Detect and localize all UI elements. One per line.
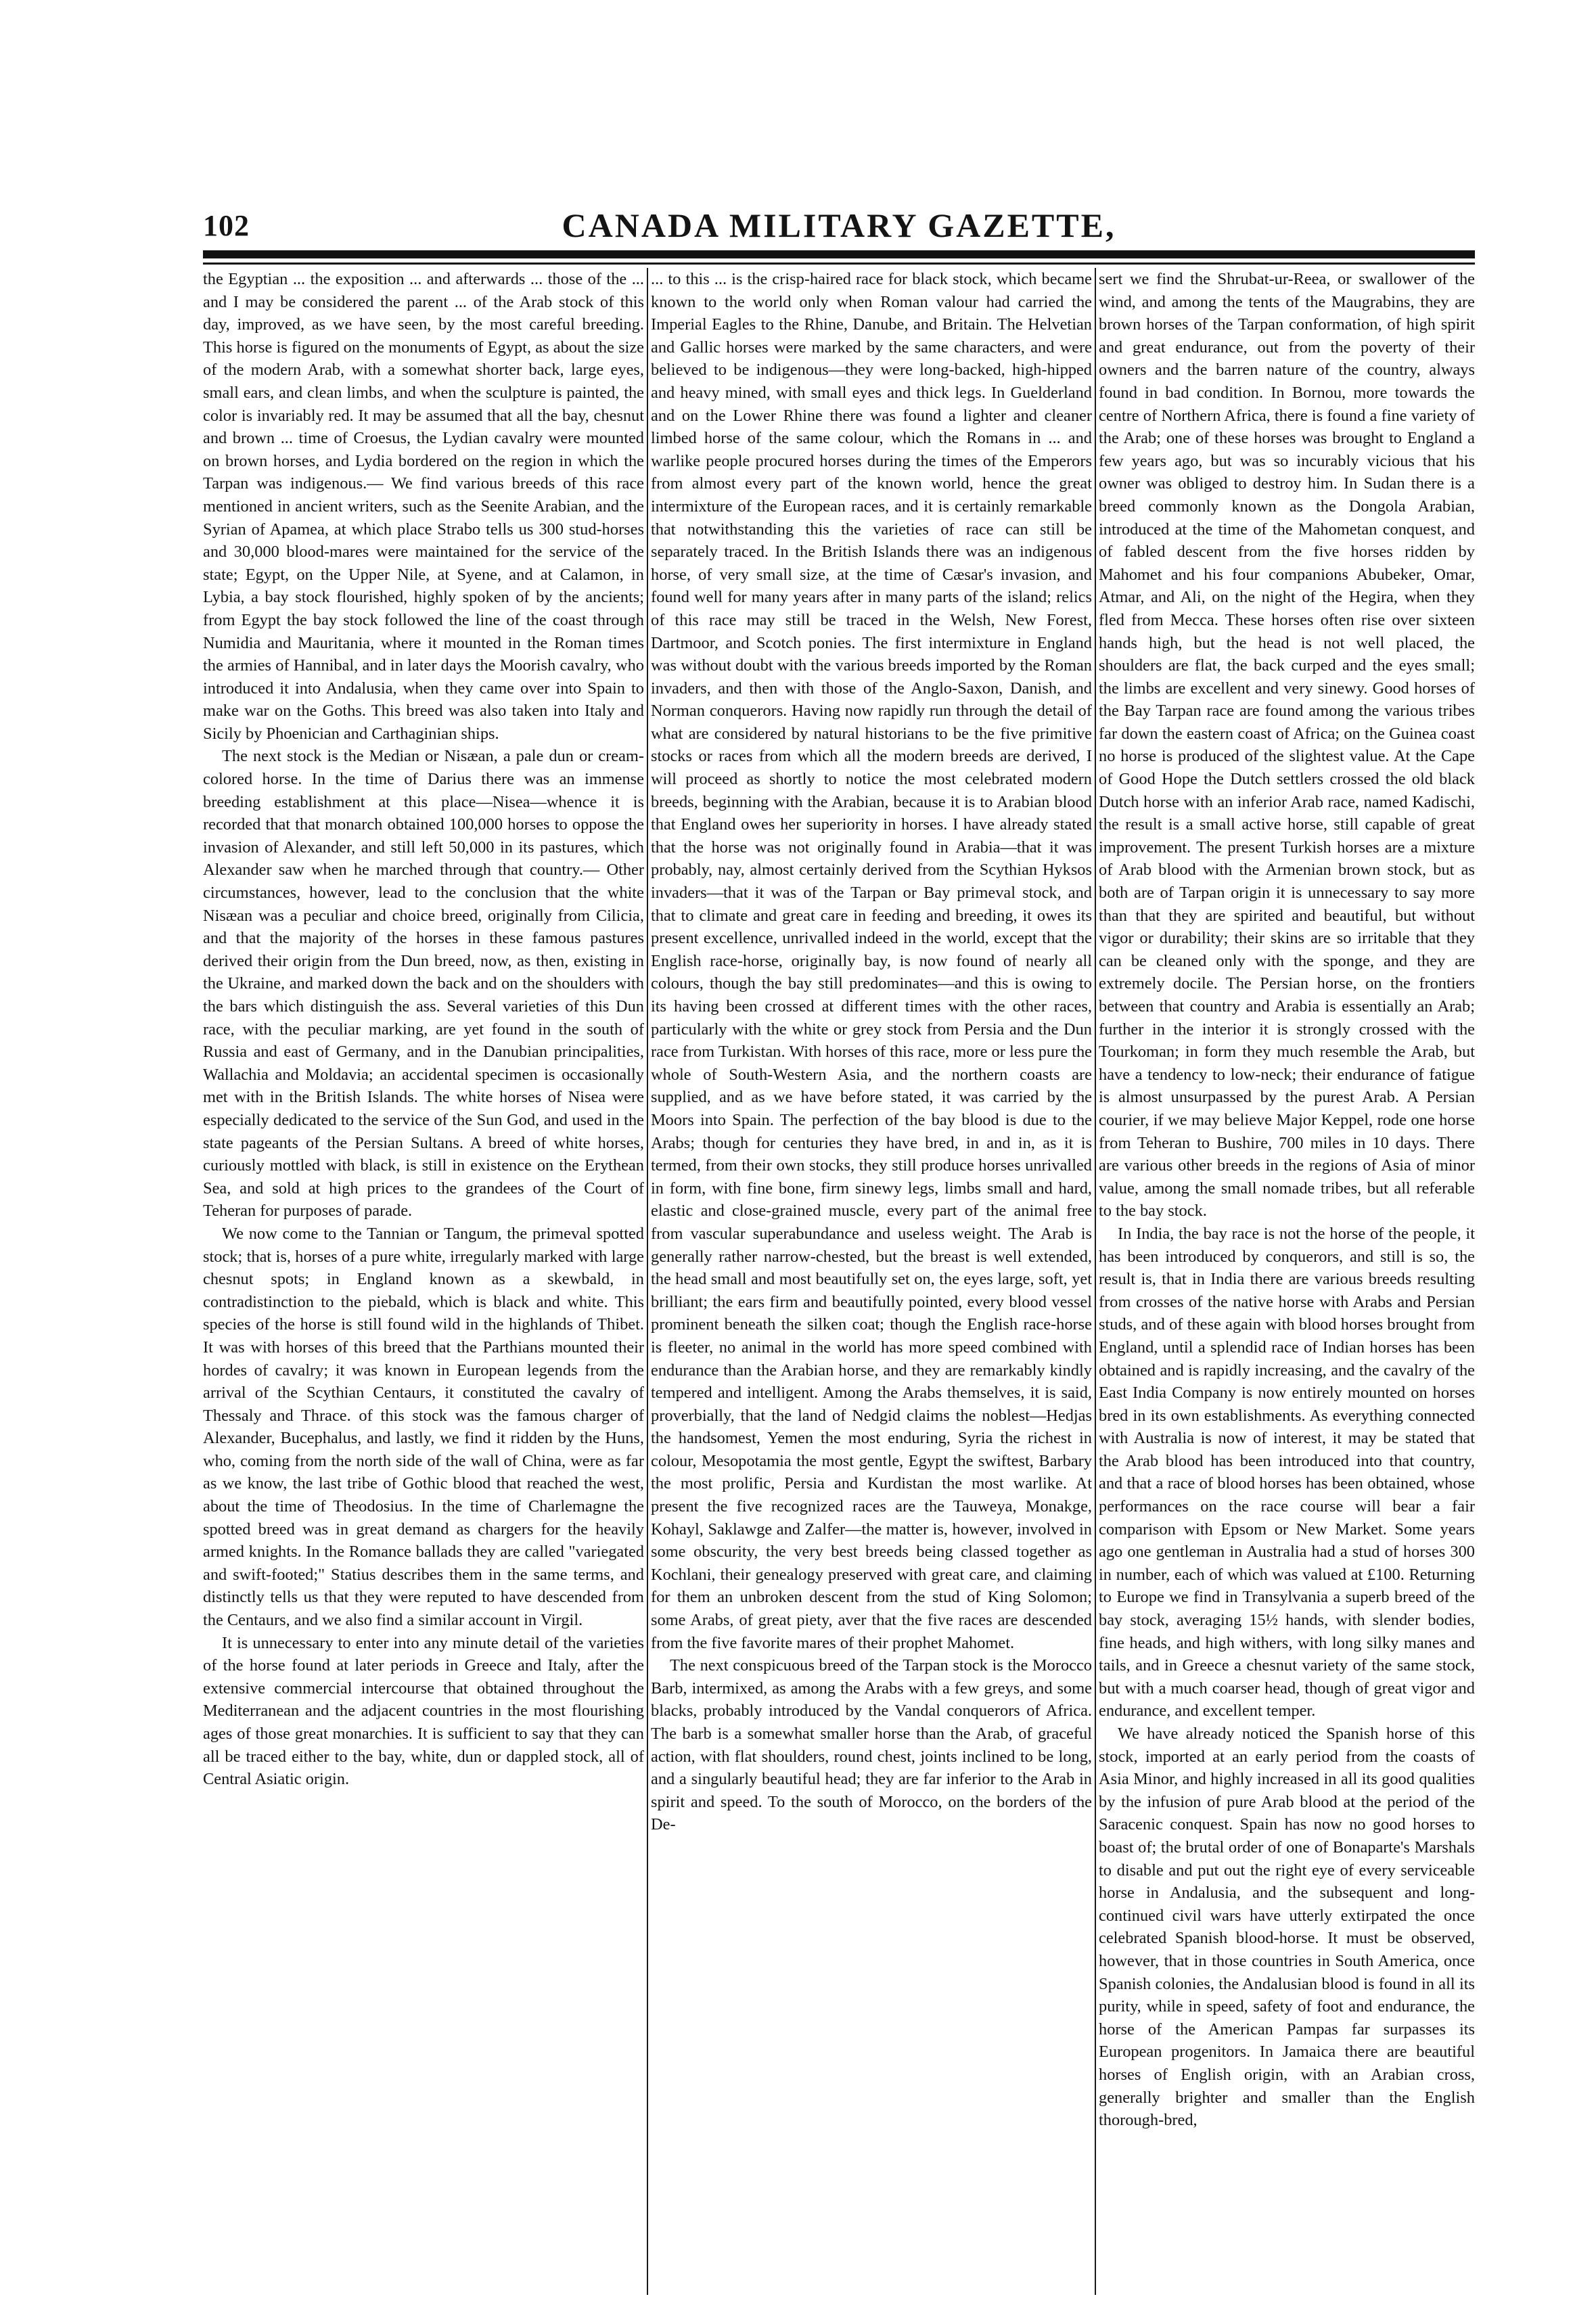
- column-divider: [647, 268, 648, 2295]
- column-1: [203, 268, 644, 2295]
- masthead-title: CANADA MILITARY GAZETTE,: [562, 206, 1116, 244]
- header-rule-thick: [203, 250, 1475, 258]
- paragraph: the Egyptian ... the exposition ... and afterwards ... those of the ... and I may be considered the parent ... of the Arab stock of this day, improved, as we have seen, by the most careful breeding. This horse is figured on the monuments of Egypt, as about the size of the modern Arab, with a somewhat shorter back, large eyes, small ears, and clean limbs, and when the sculpture is painted, the color is invariably red. It may be assumed that all the bay, chesnut and brown ... time of Croesus, the Lydian cavalry were mounted on brown horses, and Lydia bordered on the region in which the Tarpan was indigenous.— We find various breeds of this race mentioned in ancient writers, such as the Seenite Arabian, and the Syrian of Apamea, at which place Strabo tells us 300 stud-horses and 30,000 blood-mares were maintained for the service of the state; Egypt, on the Upper Nile, at Syene, and at Calamon, in Lybia, a bay stock flourished, highly spoken of by the ancients; from Egypt the bay stock followed the line of the coast through Numidia and Mauritania, where it mounted in the Roman times the armies of Hannibal, and in later days the Moorish cavalry, who introduced it into Andalusia, when they came over into Spain to make war on the Goths. This breed was also taken into Italy and Sicily by Phoenician and Carthaginian ships.: [203, 270, 644, 743]
- paragraph: In India, the bay race is not the horse of the people, it has been introduced by conquerors, and still is so, the result is, that in India there are various breeds resulting from crosses of the native horse with Arabs and Persian studs, and of these again with blood horses brought from England, until a splendid race of Indian horses has been obtained and is rapidly increasing, and the cavalry of the East India Company is now entirely mounted on horses bred in its own establishments. As everything connected with Australia is now of interest, it may be stated that the Arab blood has been introduced into that country, and that a race of blood horses has been obtained, whose performances on the race course will bear a fair comparison with Epsom or New Market. Some years ago one gentleman in Australia had a stud of horses 300 in number, each of which was valued at £100. Returning to Europe we find in Transylvania a superb breed of the bay stock, averaging 15½ hands, with slender bodies, fine heads, and high withers, with long silky manes and tails, and in Greece a chesnut variety of the same stock, but with a much coarser head, though of great vigor and endurance, and excellent temper.: [1099, 1224, 1475, 1721]
- paragraph: ... to this ... is the crisp-haired race for black stock, which became known to the world only when Roman valour had carried the Imperial Eagles to the Rhine, Danube, and Britain. The Helvetian and Gallic horses were marked by the same characters, and were believed to be indigenous—they were long-backed, high-hipped and heavy mined, with small eyes and thick legs. In Guelderland and on the Lower Rhine there was found a lighter and cleaner limbed horse of the same colour, which the Romans in ... and warlike people procured horses during the times of the Emperors from almost every part of the known world, hence the great intermixture of the European races, and it is certainly remarkable that notwithstanding this the varieties of race can still be separately traced. In the British Islands there was an indigenous horse, of very small size, at the time of Cæsar's invasion, and found well for many years after in many parts of the island; relics of this race may still be traced in the Welsh, New Forest, Dartmoor, and Scotch ponies. The first intermixture in England was without doubt with the various breeds imported by the Roman invaders, and then with those of the Anglo-Saxon, Danish, and Norman conquerors. Having now rapidly run through the detail of what are considered by natural historians to be the five primitive stocks or races from which all the modern breeds are derived, I will proceed as shortly to notice the most celebrated modern breeds, beginning with the Arabian, because it is to Arabian blood that England owes her superiority in horses. I have already stated that the horse was not originally found in Arabia—that it was probably, nay, almost certainly derived from the Scythian Hyksos invaders—that it was of the Tarpan or Bay primeval stock, and that to climate and great care in feeding and breeding, it owes its present excellence, unrivalled indeed in the world, except that the English race-horse, originally bay, is now found of nearly all colours, though the bay still predominates—and this is owing to its having been crossed at different times with the other races, particularly with the white or grey stock from Persia and the Dun race from Turkistan. With horses of this race, more or less pure the whole of South-Western Asia, and the northern coasts are supplied, and as we have before stated, it was carried by the Moors into Spain. The perfection of the bay blood is due to the Arabs; though for centuries they have bred, in and in, as it is termed, from their own stocks, they still produce horses unrivalled in form, with fine bone, firm sinewy legs, limbs small and hard, elastic and close-grained muscle, every part of the animal free from vascular superabundance and useless weight. The Arab is generally rather narrow-chested, but the breast is well extended, the head small and most beautifully set on, the eyes large, soft, yet brilliant; the ears firm and beautifully pointed, every blood vessel prominent beneath the silken coat; though the English race-horse is fleeter, no animal in the world has more speed combined with endurance than the Arabian horse, and they are remarkably kindly tempered and intelligent. Among the Arabs themselves, it is said, proverbially, that the land of Nedgid claims the noblest—Hedjas the handsomest, Yemen the most enduring, Syria the richest in colour, Mesopotamia the most gentle, Egypt the swiftest, Barbary the most prolific, Persia and Kurdistan the most warlike. At present the five recognized races are the Tauweya, Monakge, Kohayl, Saklawge and Zalfer—the matter is, however, involved in some obscurity, the very best breeds being classed together as Kochlani, their genealogy preserved with great care, and claiming for them an unbroken descent from the stud of King Solomon; some Arabs, of great piety, aver that the five races are descended from the five favorite mares of their prophet Mahomet.: [651, 270, 1092, 1652]
- header-rule-thin: [203, 263, 1475, 265]
- paragraph: The next stock is the Median or Nisæan, a pale dun or cream-colored horse. In the time of Darius there was an immense breeding establishment at this place—Nisea—whence it is recorded that that monarch obtained 100,000 horses to oppose the invasion of Alexander, and still left 50,000 in its pastures, which Alexander saw when he marched through that country.— Other circumstances, however, lead to the conclusion that the white Nisæan was a peculiar and choice breed, originally from Cilicia, and that the majority of the horses in these famous pastures derived their origin from the Dun breed, now, as then, existing in the Ukraine, and marked down the back and on the shoulders with the bars which distinguish the ass. Several varieties of this Dun race, with the peculiar marking, are yet found in the south of Russia and east of Germany, and in the Danubian principalities, Wallachia and Moldavia; an accidental specimen is occasionally met with in the British Islands. The white horses of Nisea were especially dedicated to the service of the Sun God, and used in the state pageants of the Persian Sultans. A breed of white horses, curiously mottled with black, is still in existence on the Erythean Sea, and sold at high prices to the grandees of the Court of Teheran for purposes of parade.: [203, 747, 644, 1221]
- page-number: 102: [203, 209, 250, 242]
- column-3: [1099, 268, 1475, 2295]
- paragraph: sert we find the Shrubat-ur-Reea, or swallower of the wind, and among the tents of the Maugrabins, they are brown horses of the Tarpan conformation, of high spirit and great endurance, out from the poverty of their owners and the barren nature of the country, always found in bad condition. In Bornou, more towards the centre of Northern Africa, there is found a fine variety of the Arab; one of these horses was brought to England a few years ago, but was so incurably vicious that his owner was obliged to destroy him. In Sudan there is a breed commonly known as the Dongola Arabian, introduced at the time of the Mahometan conquest, and of fabled descent from the five horses ridden by Mahomet and his four companions Abubeker, Omar, Atmar, and Ali, on the night of the Hegira, when they fled from Mecca. These horses often rise over sixteen hands high, but the head is not well placed, the shoulders are flat, the back curped and the eyes small; the limbs are excellent and very sinewy. Good horses of the Bay Tarpan race are found among the various tribes far down the eastern coast of Africa; on the Guinea coast no horse is produced of the slightest value. At the Cape of Good Hope the Dutch settlers crossed the old black Dutch horse with an inferior Arab race, named Kadischi, the result is a small active horse, still capable of great improvement. The present Turkish horses are a mixture of Arab blood with the Armenian brown stock, but as both are of Tarpan origin it is unnecessary to say more than that they are spirited and beautiful, but without vigor or durability; their skins are so irritable that they can be cleaned only with the sponge, and they are extremely docile. The Persian horse, on the frontiers between that country and Arabia is essentially an Arab; further in the interior it is strongly crossed with the Tourkoman; in form they much resemble the Arab, but have a tendency to low-neck; their endurance of fatigue is almost unsurpassed by the purest Arab. A Persian courier, if we may believe Major Keppel, rode one horse from Teheran to Bushire, 700 miles in 10 days. There are various other breeds in the regions of Asia of minor value, among the small nomade tribes, but all referable to the bay stock.: [1099, 270, 1475, 1221]
- column-divider: [1095, 268, 1096, 2295]
- page-header: [203, 200, 1475, 254]
- paragraph: We now come to the Tannian or Tangum, the primeval spotted stock; that is, horses of a pure white, irregularly marked with large chesnut spots; in England known as a skewbald, in contradistinction to the piebald, which is black and white. This species of the horse is still found wild in the highlands of Thibet. It was with horses of this breed that the Parthians mounted their hordes of cavalry; it was known in European legends from the arrival of the Scythian Centaurs, it constituted the cavalry of Thessaly and Thrace. of this stock was the famous charger of Alexander, Bucephalus, and lastly, we find it ridden by the Huns, who, coming from the north side of the wall of China, were as far as we know, the last tribe of Gothic blood that reached the west, about the time of Theodosius. In the time of Charlemagne the spotted breed was in great demand as chargers for the heavily armed knights. In the Romance ballads they are called "variegated and swift-footed;" Statius describes them in the same terms, and distinctly tells us that they were reputed to have descended from the Centaurs, and we also find a similar account in Virgil.: [203, 1224, 644, 1630]
- paragraph: The next conspicuous breed of the Tarpan stock is the Morocco Barb, intermixed, as among the Arabs with a few greys, and some blacks, probably introduced by the Vandal conquerors of Africa. The barb is a somewhat smaller horse than the Arab, of graceful action, with flat shoulders, round chest, joints inclined to be long, and a singularly beautiful head; they are far inferior to the Arab in spirit and speed. To the south of Morocco, on the borders of the De-: [651, 1656, 1092, 1834]
- column-2: [651, 268, 1092, 2295]
- paragraph: We have already noticed the Spanish horse of this stock, imported at an early period from the coasts of Asia Minor, and highly increased in all its good qualities by the infusion of pure Arab blood at the period of the Saracenic conquest. Spain has now no good horses to boast of; the brutal order of one of Bonaparte's Marshals to disable and put out the right eye of every serviceable horse in Andalusia, and the subsequent and long-continued civil wars have utterly extirpated the once celebrated Spanish blood-horse. It must be observed, however, that in those countries in South America, once Spanish colonies, the Andalusian blood is found in all its purity, while in speed, safety of foot and endurance, the horse of the American Pampas far surpasses its European progenitors. In Jamaica there are beautiful horses of English origin, with an Arabian cross, generally brighter and smaller than the English thorough-bred,: [1099, 1725, 1475, 2130]
- paragraph: It is unnecessary to enter into any minute detail of the varieties of the horse found at later periods in Greece and Italy, after the extensive commercial intercourse that obtained throughout the Mediterranean and the adjacent countries in the most flourishing ages of those great monarchies. It is sufficient to say that they can all be traced either to the bay, white, dun or dappled stock, all of Central Asiatic origin.: [203, 1633, 644, 1789]
